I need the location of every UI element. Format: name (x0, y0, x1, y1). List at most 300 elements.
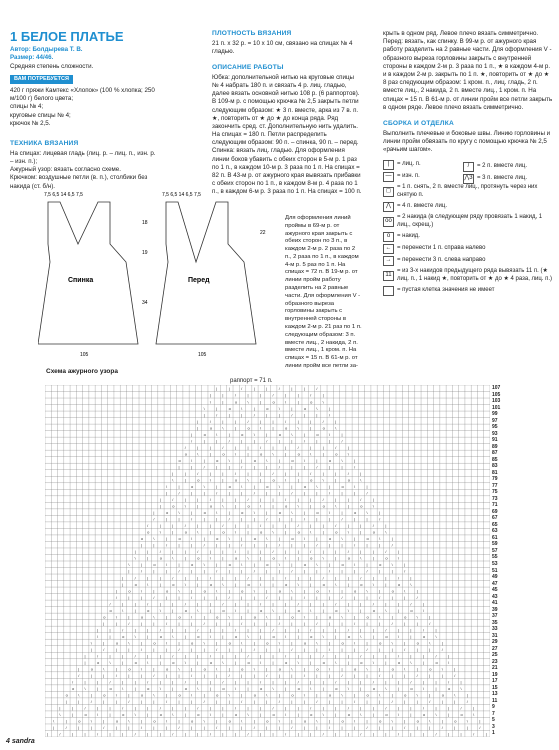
svg-text:o: o (209, 425, 213, 431)
svg-text:|: | (115, 646, 117, 652)
svg-text:o: o (97, 659, 100, 665)
svg-text:|: | (103, 640, 105, 646)
svg-text:/: / (59, 731, 61, 737)
svg-text:o: o (353, 666, 357, 672)
svg-text:|: | (316, 692, 318, 698)
svg-text:|: | (310, 581, 312, 587)
svg-text:|: | (253, 542, 255, 548)
svg-text:|: | (59, 705, 61, 711)
svg-text:|: | (266, 464, 268, 470)
svg-text:|: | (297, 731, 299, 737)
svg-text:|: | (285, 549, 287, 555)
svg-text:/: / (278, 464, 280, 470)
svg-text:|: | (473, 705, 475, 711)
svg-text:o: o (153, 562, 156, 568)
svg-text:/: / (278, 620, 280, 626)
svg-text:|: | (134, 627, 136, 633)
svg-text:|: | (303, 646, 305, 652)
svg-text:/: / (216, 725, 218, 731)
svg-text:o: o (410, 686, 413, 692)
svg-text:|: | (404, 699, 406, 705)
row-number: 15 (492, 684, 498, 691)
svg-text:o: o (297, 451, 300, 457)
svg-text:\: \ (234, 607, 237, 613)
svg-text:/: / (372, 523, 374, 529)
svg-text:\: \ (197, 529, 199, 535)
svg-text:\: \ (247, 555, 249, 561)
svg-text:\: \ (316, 483, 318, 489)
row-number: 3 (492, 723, 495, 730)
svg-text:|: | (422, 679, 424, 685)
svg-text:\: \ (209, 712, 211, 718)
svg-text:\: \ (335, 659, 337, 665)
svg-text:|: | (316, 516, 318, 522)
svg-text:|: | (216, 620, 218, 626)
svg-text:\: \ (228, 692, 230, 698)
row-number: 61 (492, 534, 498, 541)
svg-text:\: \ (172, 555, 174, 561)
svg-text:|: | (322, 627, 324, 633)
svg-text:|: | (285, 529, 287, 535)
svg-text:\: \ (228, 536, 230, 542)
svg-text:/: / (216, 412, 218, 418)
svg-text:|: | (222, 470, 224, 476)
svg-text:|: | (241, 457, 243, 463)
svg-text:/: / (178, 490, 180, 496)
svg-text:|: | (310, 679, 312, 685)
svg-text:\: \ (216, 431, 218, 437)
svg-text:/: / (328, 568, 331, 574)
svg-text:/: / (335, 444, 337, 450)
svg-text:\: \ (310, 686, 312, 692)
svg-text:|: | (259, 392, 262, 398)
svg-text:/: / (429, 620, 431, 626)
svg-text:|: | (147, 555, 149, 561)
svg-text:/: / (303, 594, 305, 600)
svg-text:/: / (335, 523, 337, 529)
svg-text:o: o (353, 510, 357, 516)
svg-text:|: | (416, 588, 418, 594)
svg-text:/: / (316, 699, 318, 705)
svg-text:/: / (460, 705, 462, 711)
svg-text:\: \ (103, 666, 105, 672)
svg-text:|: | (379, 699, 381, 705)
svg-text:/: / (84, 705, 86, 711)
svg-text:|: | (266, 699, 268, 705)
svg-text:o: o (310, 633, 313, 639)
svg-text:\: \ (429, 718, 431, 724)
svg-text:/: / (303, 673, 305, 679)
svg-text:/: / (253, 490, 255, 496)
svg-text:\: \ (197, 451, 199, 457)
svg-text:/: / (341, 438, 343, 444)
svg-text:|: | (372, 575, 374, 581)
svg-text:|: | (191, 490, 193, 496)
row-number: 19 (492, 671, 498, 678)
svg-text:/: / (209, 418, 211, 424)
svg-text:|: | (385, 731, 387, 737)
svg-text:|: | (278, 457, 280, 463)
svg-text:\: \ (385, 686, 387, 692)
svg-text:|: | (303, 542, 305, 548)
row-number: 49 (492, 574, 498, 581)
svg-text:/: / (115, 673, 117, 679)
svg-text:|: | (335, 705, 337, 711)
svg-text:|: | (228, 510, 230, 516)
svg-text:/: / (71, 679, 74, 685)
svg-text:/: / (422, 627, 425, 633)
svg-text:/: / (322, 653, 324, 659)
svg-text:|: | (203, 614, 205, 620)
width-label-front: 105 (198, 352, 207, 358)
svg-text:|: | (353, 673, 356, 679)
svg-text:|: | (216, 542, 218, 548)
description-1: Юбка: дополнительной нитью на круговые спицы № 4 набрать 180 п. и связать 4 р. лиц. гладью, далее вязать основной нитью 108 р. (6 раппортов). В 109-м р. с помощью крючка № 2,5 закрыть петли следующим образом: ★ 3 п. вместе, аркa из 7 в. п. ★, повторить от ★ до ★ до конца ряда. Ряд закончить сред. ст. Дополнительную нить удалить. На спицах = 180 п. Петли распределить следующим образом: 90 п. – спинка, 90 п. – перед. (212, 73, 360, 147)
svg-text:/: / (97, 731, 99, 737)
svg-text:o: o (291, 536, 294, 542)
svg-text:|: | (209, 549, 211, 555)
svg-text:o: o (328, 457, 332, 463)
svg-text:|: | (297, 712, 299, 718)
svg-text:|: | (372, 653, 374, 659)
svg-text:|: | (341, 568, 343, 574)
svg-text:o: o (172, 581, 175, 587)
svg-text:|: | (71, 705, 73, 711)
svg-text:/: / (147, 523, 149, 529)
svg-text:|: | (391, 536, 393, 542)
legend (383, 160, 553, 295)
svg-text:|: | (178, 464, 180, 470)
svg-text:/: / (78, 673, 80, 679)
scheme-title: Схема ажурного узора (46, 368, 118, 375)
svg-text:|: | (222, 705, 224, 711)
svg-text:/: / (366, 568, 368, 574)
svg-text:o: o (322, 425, 325, 431)
svg-text:/: / (128, 620, 130, 626)
svg-text:|: | (184, 549, 186, 555)
legend-item (383, 244, 553, 254)
svg-text:|: | (234, 581, 236, 587)
svg-text:/: / (404, 646, 406, 652)
svg-text:|: | (379, 542, 381, 548)
description-continued (285, 215, 363, 371)
svg-text:/: / (316, 542, 318, 548)
svg-text:/: / (379, 673, 381, 679)
svg-text:|: | (209, 627, 211, 633)
svg-text:\: \ (228, 614, 230, 620)
svg-text:|: | (184, 470, 186, 476)
svg-text:|: | (191, 699, 193, 705)
svg-text:/: / (303, 516, 305, 522)
svg-text:o: o (234, 712, 238, 718)
svg-text:|: | (366, 673, 368, 679)
svg-text:|: | (234, 418, 236, 424)
svg-text:|: | (103, 673, 105, 679)
svg-text:\: \ (109, 659, 111, 665)
svg-text:o: o (228, 483, 231, 489)
svg-text:/: / (347, 549, 349, 555)
svg-text:|: | (247, 451, 249, 457)
svg-text:o: o (165, 510, 169, 516)
svg-text:o: o (109, 607, 112, 613)
svg-text:/: / (278, 386, 280, 392)
svg-text:|: | (165, 692, 168, 698)
svg-text:|: | (234, 679, 236, 685)
svg-text:/: / (335, 679, 337, 685)
svg-text:/: / (234, 470, 237, 476)
svg-text:|: | (347, 444, 349, 450)
legend-item (383, 232, 553, 242)
svg-text:o: o (259, 451, 263, 457)
svg-text:|: | (178, 542, 180, 548)
author-line: Автор: Болдырева Т. В. (10, 46, 83, 54)
svg-text:|: | (278, 568, 280, 574)
svg-text:o: o (278, 666, 282, 672)
svg-text:|: | (466, 692, 468, 698)
svg-text:/: / (360, 497, 362, 503)
svg-text:o: o (272, 633, 275, 639)
svg-text:\: \ (203, 405, 205, 411)
svg-text:|: | (372, 627, 374, 633)
svg-text:|: | (209, 686, 211, 692)
svg-text:|: | (272, 418, 274, 424)
svg-text:|: | (90, 725, 92, 731)
svg-text:|: | (335, 731, 337, 737)
svg-text:\: \ (209, 399, 211, 405)
svg-text:\: \ (397, 555, 399, 561)
svg-text:/: / (197, 549, 199, 555)
svg-text:/: / (366, 725, 368, 731)
svg-text:|: | (297, 555, 299, 561)
description-3: Для оформления линий проймы в 69-м р. от ажурного края закрыть с обеих сторон по 3 п., в каждом 2-м р. 2 раза по 2 п., 2 раза по 1 п., в каждом 4-м р. 5 раз по 1 п. На спицах = 72 п. В 19-м р. от линии пройм работу разделить на 2 равные части. Для оформления V - образного выреза горловины закрыть с внутренней стороны в каждом 2-м р. 21 раз по 1 п. следующим образом: 3 п. вместе лиц., 2 накида, 2 п. вместе лиц., 1 кром. п. На спицах = 15 п. В 61-м р. от линии пройм все петли за- (285, 215, 362, 369)
back-label: Спинка (68, 277, 94, 284)
svg-text:|: | (247, 627, 249, 633)
row-number: 75 (492, 489, 498, 496)
svg-text:|: | (90, 692, 92, 698)
svg-text:|: | (347, 497, 349, 503)
title-text: БЕЛОЕ ПЛАТЬЕ (20, 29, 124, 44)
svg-text:\: \ (297, 503, 299, 509)
svg-text:\: \ (178, 588, 180, 594)
svg-text:o: o (191, 640, 194, 646)
svg-text:|: | (303, 620, 305, 626)
svg-text:o: o (372, 607, 376, 613)
svg-text:|: | (360, 627, 362, 633)
svg-text:o: o (259, 607, 263, 613)
svg-text:|: | (247, 392, 249, 398)
svg-text:\: \ (222, 425, 224, 431)
svg-text:o: o (222, 686, 225, 692)
svg-text:|: | (165, 490, 168, 496)
svg-text:|: | (285, 470, 287, 476)
svg-text:|: | (203, 536, 205, 542)
svg-text:|: | (216, 483, 218, 489)
svg-text:|: | (259, 555, 262, 561)
description-2: Спинка: вязать лиц. гладью. Для оформления линии боков убавить с обеих сторон в 5-м р. 1 раз по 1 п., в каждом 10-м р. 3 раза по 1 п. На спицах = 82 п. В 43-м р. от ажурного края вывязать прибавки с обеих сторон по 1 п., в каждом 8-м р. 4 раза по 1 п., в каждом 6-м р. 3 раза по 1 п. На спицах = 100 п. (212, 147, 362, 196)
svg-text:/: / (253, 412, 255, 418)
row-number: 65 (492, 521, 498, 528)
svg-text:\: \ (366, 588, 368, 594)
svg-text:|: | (328, 718, 330, 724)
svg-text:|: | (353, 725, 356, 731)
svg-text:o: o (147, 607, 150, 613)
svg-text:|: | (178, 699, 180, 705)
svg-text:|: | (153, 666, 155, 672)
yarn-text: 420 г пряжи Камтекс «Хлопок» (100 % хлопка; 250 м/100 г) белого цвета; (10, 87, 155, 103)
svg-text:|: | (184, 497, 186, 503)
svg-text:/: / (328, 646, 331, 652)
svg-text:|: | (347, 503, 349, 509)
svg-text:|: | (184, 555, 186, 561)
svg-text:|: | (341, 588, 343, 594)
svg-text:\: \ (134, 555, 136, 561)
svg-text:o: o (416, 640, 419, 646)
svg-text:|: | (253, 699, 255, 705)
svg-text:/: / (259, 601, 262, 607)
svg-text:|: | (216, 516, 218, 522)
svg-text:\: \ (272, 451, 274, 457)
scheme-symbols (47, 386, 487, 736)
svg-text:|: | (140, 699, 142, 705)
svg-text:/: / (366, 490, 368, 496)
svg-text:|: | (153, 588, 155, 594)
svg-text:|: | (222, 731, 224, 737)
svg-text:o: o (134, 581, 137, 587)
svg-text:|: | (203, 673, 205, 679)
svg-text:|: | (78, 666, 80, 672)
svg-text:|: | (228, 542, 230, 548)
materials-tag: ВАМ ПОТРЕБУЕТСЯ (10, 75, 73, 84)
svg-text:|: | (322, 523, 324, 529)
legend-text: = перенести 1 п. справа налево (397, 244, 486, 251)
svg-text:|: | (448, 712, 450, 718)
svg-text:|: | (234, 653, 236, 659)
svg-text:|: | (209, 679, 211, 685)
svg-text:|: | (347, 659, 349, 665)
svg-text:|: | (153, 620, 155, 626)
legend-symbol (383, 286, 394, 296)
svg-text:|: | (297, 575, 299, 581)
svg-text:|: | (253, 673, 255, 679)
svg-text:/: / (385, 549, 387, 555)
row-number: 17 (492, 678, 498, 685)
svg-text:\: \ (191, 692, 193, 698)
svg-text:|: | (328, 699, 330, 705)
svg-text:|: | (272, 731, 274, 737)
svg-text:|: | (71, 731, 73, 737)
svg-text:/: / (140, 725, 143, 731)
svg-text:\: \ (310, 529, 312, 535)
svg-text:/: / (191, 594, 193, 600)
row-number: 29 (492, 639, 498, 646)
svg-text:/: / (191, 516, 193, 522)
svg-text:/: / (454, 673, 456, 679)
svg-text:|: | (316, 725, 318, 731)
svg-text:|: | (241, 516, 243, 522)
svg-text:/: / (122, 627, 124, 633)
svg-text:|: | (178, 640, 180, 646)
svg-text:o: o (322, 581, 325, 587)
svg-text:|: | (322, 392, 324, 398)
svg-text:|: | (122, 659, 124, 665)
svg-text:|: | (441, 718, 443, 724)
svg-text:|: | (253, 386, 255, 392)
svg-text:|: | (259, 477, 262, 483)
svg-text:\: \ (259, 659, 262, 665)
svg-text:|: | (272, 497, 274, 503)
svg-text:|: | (222, 712, 224, 718)
svg-text:o: o (103, 692, 106, 698)
svg-text:\: \ (341, 614, 343, 620)
legend-symbol: 11 (383, 271, 394, 281)
svg-text:o: o (197, 633, 200, 639)
row-number: 73 (492, 495, 498, 502)
svg-text:|: | (197, 679, 199, 685)
svg-text:|: | (435, 679, 437, 685)
svg-text:|: | (297, 399, 299, 405)
svg-text:o: o (341, 718, 344, 724)
row-number-column (492, 385, 532, 737)
svg-text:|: | (191, 431, 193, 437)
svg-text:|: | (266, 510, 268, 516)
svg-text:\: \ (128, 718, 130, 724)
svg-text:|: | (278, 725, 280, 731)
svg-text:/: / (153, 673, 155, 679)
svg-text:|: | (291, 516, 293, 522)
svg-text:\: \ (310, 451, 312, 457)
svg-text:o: o (404, 692, 407, 698)
svg-text:\: \ (448, 659, 450, 665)
svg-text:|: | (172, 601, 174, 607)
svg-text:|: | (391, 568, 393, 574)
svg-text:|: | (310, 659, 312, 665)
svg-text:/: / (291, 412, 293, 418)
svg-text:|: | (178, 673, 180, 679)
svg-text:\: \ (203, 562, 205, 568)
svg-text:|: | (228, 386, 230, 392)
svg-text:/: / (159, 627, 161, 633)
svg-text:|: | (253, 438, 255, 444)
svg-text:|: | (353, 490, 356, 496)
svg-text:|: | (322, 607, 324, 613)
svg-text:\: \ (297, 659, 299, 665)
svg-text:o: o (460, 712, 463, 718)
svg-text:\: \ (328, 431, 331, 437)
svg-text:o: o (397, 581, 401, 587)
svg-text:|: | (272, 679, 274, 685)
svg-text:\: \ (328, 666, 331, 672)
svg-text:/: / (297, 679, 299, 685)
svg-text:|: | (53, 725, 55, 731)
svg-text:|: | (253, 405, 255, 411)
svg-text:o: o (140, 536, 144, 542)
svg-text:|: | (322, 549, 324, 555)
svg-text:|: | (191, 666, 193, 672)
svg-text:|: | (266, 666, 268, 672)
svg-text:\: \ (341, 692, 343, 698)
svg-text:|: | (404, 562, 406, 568)
svg-text:o: o (197, 712, 200, 718)
svg-text:|: | (353, 614, 356, 620)
svg-text:/: / (191, 673, 193, 679)
svg-text:\: \ (159, 607, 161, 613)
svg-text:/: / (147, 679, 149, 685)
svg-text:|: | (266, 412, 268, 418)
svg-text:o: o (328, 536, 332, 542)
svg-text:o: o (310, 712, 313, 718)
svg-text:|: | (410, 712, 412, 718)
svg-text:|: | (222, 575, 224, 581)
